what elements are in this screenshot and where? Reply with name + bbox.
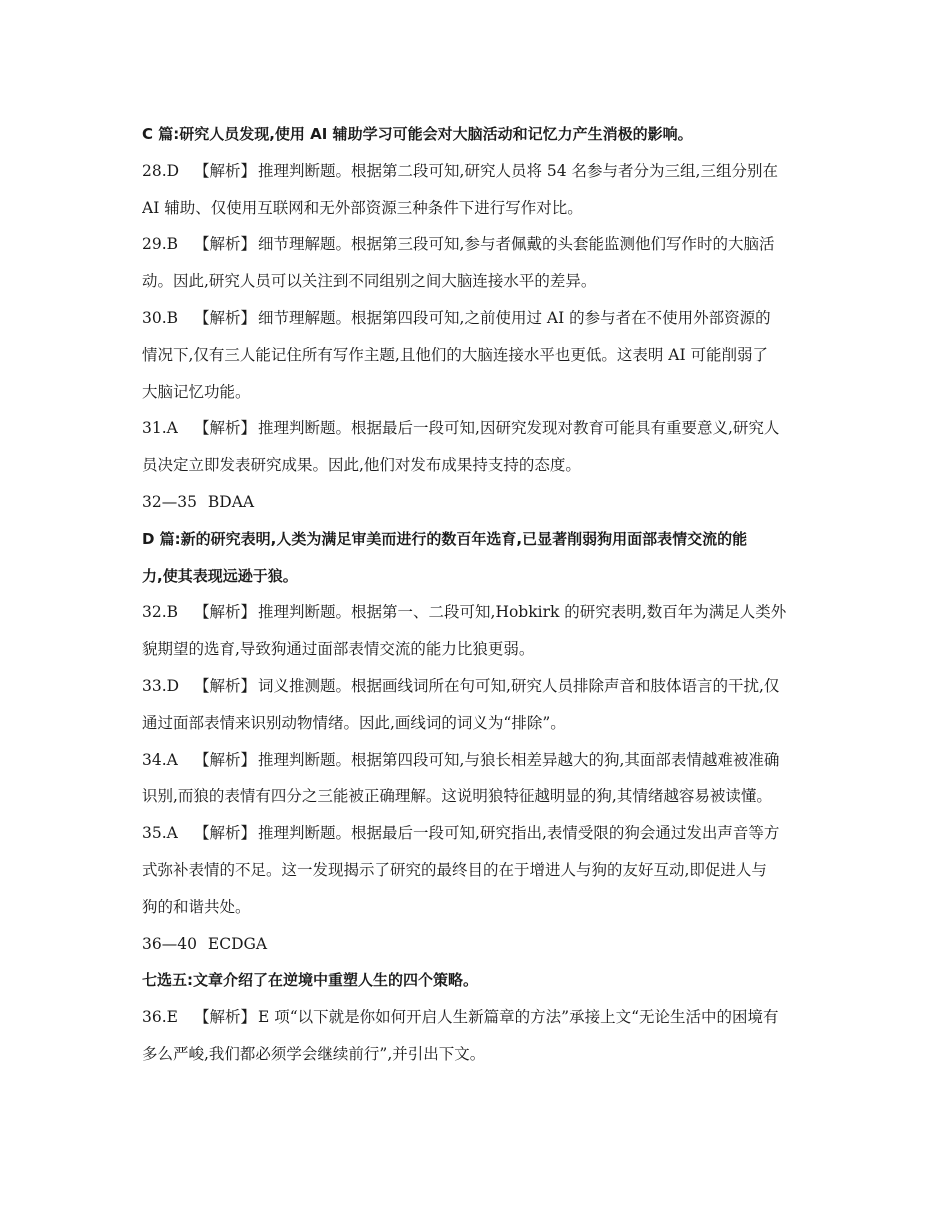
question-number: 32.B (142, 603, 179, 622)
analysis-tag: 【解析】 (194, 1008, 257, 1027)
explanation-text: 推理判断题。根据最后一段可知,研究指出,表情受限的狗会通过发出声音等方 (258, 824, 780, 843)
answer-range-line (142, 484, 830, 521)
section-heading: C 篇:研究人员发现,使用 AI 辅助学习可能会对大脑活动和记忆力产生消极的影响。 (142, 125, 693, 143)
question-number: 36.E (142, 1008, 178, 1027)
section-heading: 力,使其表现远逊于狼。 (142, 566, 298, 585)
answer-item (142, 594, 830, 631)
explanation-continuation: 动。因此,研究人员可以关注到不同组别之间大脑连接水平的差异。 (142, 272, 597, 291)
answer-item (142, 742, 830, 779)
analysis-tag: 【解析】 (194, 824, 257, 843)
answer-letters: BDAA (207, 492, 255, 511)
explanation-continuation: 狗的和谐共处。 (142, 897, 251, 916)
explanation-text: 推理判断题。根据第一、二段可知,Hobkirk 的研究表明,数百年为满足人类外 (258, 603, 787, 622)
explanation-continuation: 识别,而狼的表情有四分之三能被正确理解。这说明狼特征越明显的狗,其情绪越容易被读懂。 (142, 787, 772, 806)
analysis-tag: 【解析】 (194, 750, 257, 769)
explanation-continuation: 大脑记忆功能。 (142, 382, 251, 401)
answer-letters: ECDGA (207, 934, 268, 953)
explanation-continuation: 情况下,仅有三人能记住所有写作主题,且他们的大脑连接水平也更低。这表明 AI 可能削弱了 (142, 345, 769, 364)
question-number: 28.D (142, 161, 180, 180)
explanation-text: E 项“以下就是你如何开启人生新篇章的方法”承接上文“无论生活中的困境有 (258, 1008, 779, 1027)
question-range: 32—35 (142, 492, 197, 511)
analysis-tag: 【解析】 (194, 235, 257, 254)
analysis-tag: 【解析】 (194, 676, 257, 695)
analysis-tag: 【解析】 (194, 419, 257, 438)
analysis-tag: 【解析】 (194, 603, 257, 622)
question-number: 31.A (142, 419, 178, 438)
answer-item (142, 410, 830, 447)
answer-item (142, 815, 830, 852)
section-heading: 七选五:文章介绍了在逆境中重塑人生的四个策略。 (142, 971, 479, 990)
answer-item (142, 226, 830, 263)
analysis-tag: 【解析】 (194, 308, 257, 327)
question-range: 36—40 (142, 934, 197, 953)
explanation-text: 推理判断题。根据第二段可知,研究人员将 54 名参与者分为三组,三组分别在 (258, 161, 778, 180)
answer-item (142, 153, 830, 190)
question-number: 30.B (142, 308, 179, 327)
question-number: 34.A (142, 750, 178, 769)
explanation-text: 细节理解题。根据第三段可知,参与者佩戴的头套能监测他们写作时的大脑活 (258, 235, 775, 254)
explanation-text: 词义推测题。根据画线词所在句可知,研究人员排除声音和肢体语言的干扰,仅 (258, 676, 780, 695)
answer-range-line (142, 926, 830, 963)
answer-item (142, 668, 830, 705)
section-heading: D 篇:新的研究表明,人类为满足审美而进行的数百年选育,已显著削弱狗用面部表情交流的能 (142, 529, 748, 548)
question-number: 35.A (142, 824, 178, 843)
explanation-continuation: 通过面部表情来识别动物情绪。因此,画线词的词义为“排除”。 (142, 713, 566, 732)
answer-item (142, 999, 830, 1036)
answer-item (142, 300, 830, 337)
explanation-text: 推理判断题。根据第四段可知,与狼长相差异越大的狗,其面部表情越难被准确 (258, 750, 780, 769)
question-number: 29.B (142, 235, 179, 254)
explanation-text: 细节理解题。根据第四段可知,之前使用过 AI 的参与者在不使用外部资源的 (258, 308, 771, 327)
analysis-tag: 【解析】 (194, 161, 257, 180)
question-number: 33.D (142, 676, 180, 695)
explanation-continuation: 式弥补表情的不足。这一发现揭示了研究的最终目的在于增进人与狗的友好互动,即促进人与 (142, 860, 767, 879)
explanation-text: 推理判断题。根据最后一段可知,因研究发现对教育可能具有重要意义,研究人 (258, 419, 780, 438)
explanation-continuation: AI 辅助、仅使用互联网和无外部资源三种条件下进行写作对比。 (142, 198, 583, 217)
explanation-continuation: 员决定立即发表研究成果。因此,他们对发布成果持支持的态度。 (142, 456, 581, 475)
explanation-continuation: 貌期望的选育,导致狗通过面部表情交流的能力比狼更弱。 (142, 640, 535, 659)
explanation-continuation: 多么严峻,我们都必须学会继续前行”,并引出下文。 (142, 1044, 486, 1063)
